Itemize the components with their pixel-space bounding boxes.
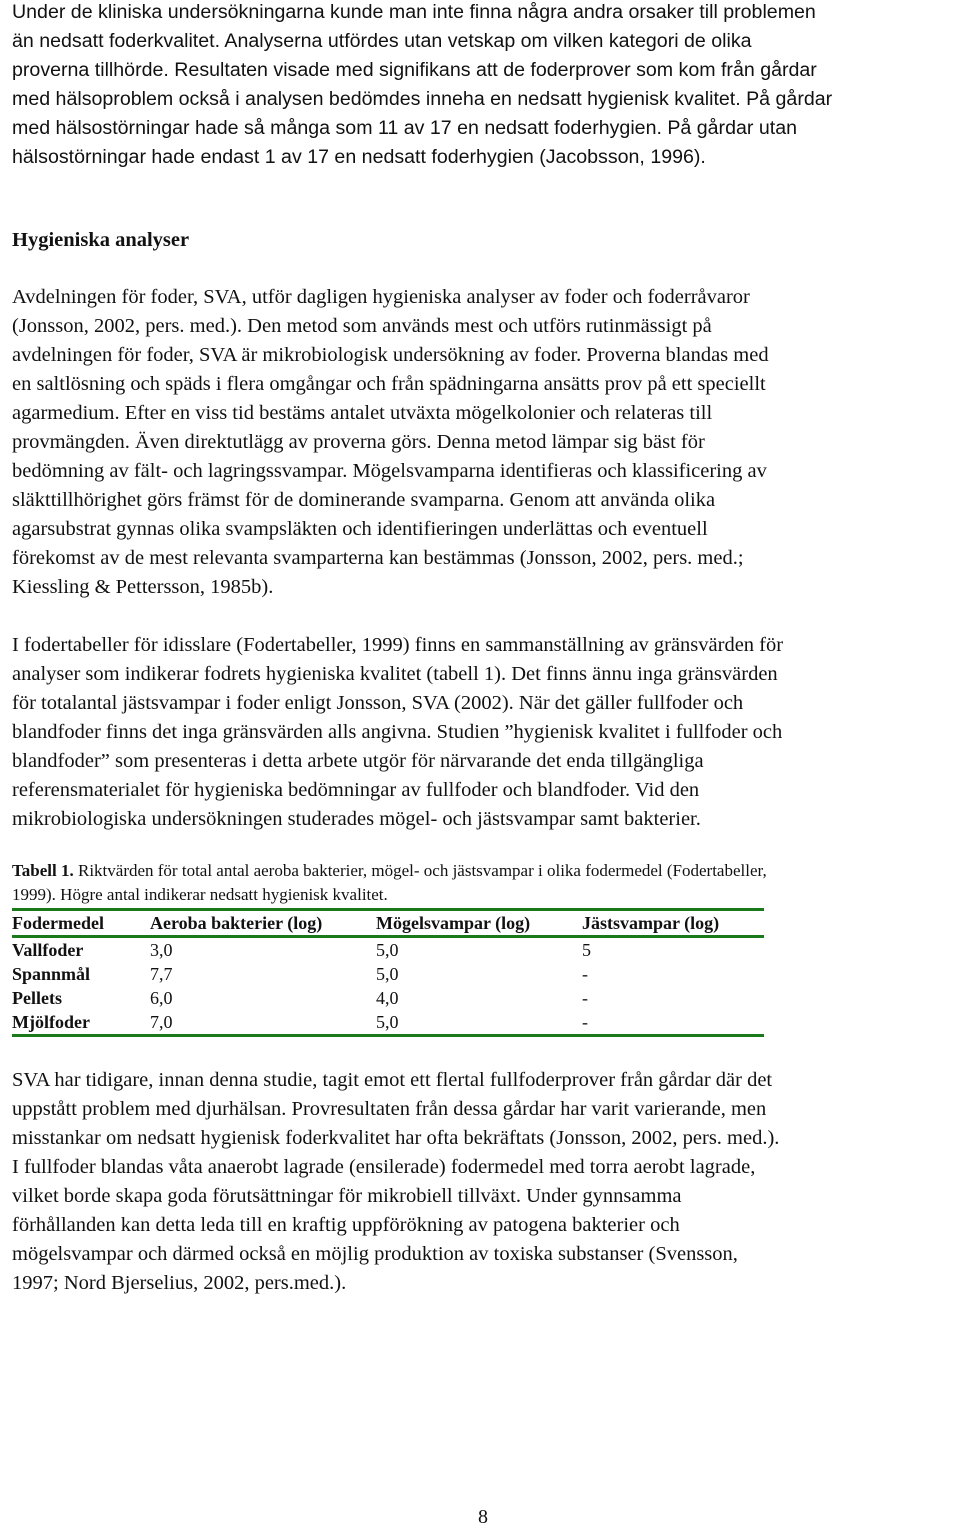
reference-values-table-body: [12, 938, 764, 1034]
text-line: med hälsostörningar hade så många som 11 av 17 en nedsatt foderhygien. På gårdar utan: [12, 117, 797, 139]
table-cell: 3,0: [150, 940, 173, 960]
caption-text: 1999). Högre antal indikerar nedsatt hygienisk kvalitet.: [12, 885, 388, 904]
table-cell: 5,0: [376, 1012, 399, 1032]
table-row: [12, 1010, 764, 1034]
text-line: förhållanden kan detta leda till en kraftig uppförökning av patogena bakterier och: [12, 1214, 680, 1236]
text-line: proverna tillhörde. Resultaten visade med signifikans att de foderprover som kom från gårdar: [12, 59, 817, 81]
text-line: bedömning av fält- och lagringssvampar. Mögelsvamparna identifieras och klassificering av: [12, 460, 767, 482]
table-cell: -: [582, 964, 588, 984]
text-line: I fullfoder blandas våta anaerobt lagrade (ensilerade) fodermedel med torra aerobt lagrade,: [12, 1156, 756, 1178]
text-line: än nedsatt foderkvalitet. Analyserna utfördes utan vetskap om vilken kategori de olika: [12, 30, 752, 52]
table-cell: Vallfoder: [12, 940, 84, 960]
table-cell: Mjölfoder: [12, 1012, 90, 1032]
text-line: vilket borde skapa goda förutsättningar för mikrobiell tillväxt. Under gynnsamma: [12, 1185, 682, 1207]
text-line: mögelsvampar och därmed också en möjlig produktion av toxiska substanser (Svensson,: [12, 1243, 738, 1265]
column-header: Mögelsvampar (log): [376, 913, 531, 933]
text-line: (Jonsson, 2002, pers. med.). Den metod som används mest och utförs rutinmässigt på: [12, 315, 712, 337]
text-line: agarmedium. Efter en viss tid bestäms antalet utväxta mögelkolonier och relateras till: [12, 402, 713, 424]
text-line: uppstått problem med djurhälsan. Provresultaten från dessa gårdar har varit varierande, men: [12, 1098, 767, 1120]
table-cell: 5,0: [376, 940, 399, 960]
table-cell: Spannmål: [12, 964, 91, 984]
text-line: blandfoder finns det inga gränsvärden alls angivna. Studien ”hygienisk kvalitet i fullfoder och: [12, 721, 783, 743]
caption-text: Riktvärden för total antal aeroba bakterier, mögel- och jästsvampar i olika fodermedel (Fodertabeller,: [73, 861, 767, 880]
table-row: [12, 938, 764, 962]
table-1: [12, 908, 764, 1037]
text-line: I fodertabeller för idisslare (Fodertabeller, 1999) finns en sammanställning av gränsvärden för: [12, 634, 784, 656]
body-paragraph-analyses: [12, 283, 952, 602]
table-cell: Pellets: [12, 988, 62, 1008]
table-cell: 5,0: [376, 964, 399, 984]
text-line: med hälsoproblem också i analysen bedömdes inneha en nedsatt hygienisk kvalitet. På gårdar: [12, 88, 833, 110]
table-cell: -: [582, 1012, 588, 1032]
column-header: Jästsvampar (log): [582, 913, 720, 933]
text-line: Avdelningen för foder, SVA, utför dagligen hygieniska analyser av foder och foderråvaror: [12, 286, 750, 308]
table-row: [12, 962, 764, 986]
table-header-row: [12, 911, 764, 935]
body-paragraph-fodertabeller: [12, 631, 952, 834]
body-paragraph-sva: [12, 1066, 952, 1298]
text-line: för totalantal jästsvampar i foder enligt Jonsson, SVA (2002). När det gäller fullfoder och: [12, 692, 744, 714]
reference-values-table: [12, 911, 764, 935]
text-line: släkttillhörighet görs främst för de dominerande svamparna. Genom att använda olika: [12, 489, 716, 511]
table-cell: -: [582, 988, 588, 1008]
text-line: Under de kliniska undersökningarna kunde man inte finna några andra orsaker till problemen: [12, 1, 816, 23]
text-line: provmängden. Även direktutlägg av proverna görs. Denna metod lämpar sig bäst för: [12, 431, 705, 453]
section-heading: Hygieniska analyser: [12, 229, 190, 251]
table-cell: 6,0: [150, 988, 173, 1008]
page-number: 8: [478, 1506, 488, 1528]
table-bottom-rule: [12, 1034, 764, 1037]
text-line: 1997; Nord Bjerselius, 2002, pers.med.).: [12, 1272, 347, 1294]
column-header: Aeroba bakterier (log): [150, 913, 323, 933]
text-line: blandfoder” som presenteras i detta arbete utgör för närvarande det enda tillgängliga: [12, 750, 704, 772]
table-cell: 5: [582, 940, 591, 960]
text-line: hälsostörningar hade endast 1 av 17 en nedsatt foderhygien (Jacobsson, 1996).: [12, 146, 706, 168]
text-line: Kiessling & Pettersson, 1985b).: [12, 576, 274, 598]
table-row: [12, 986, 764, 1010]
text-line: mikrobiologiska undersökningen studerades mögel- och jästsvampar samt bakterier.: [12, 808, 701, 830]
table-cell: 7,7: [150, 964, 173, 984]
caption-label: Tabell 1.: [12, 861, 74, 880]
table-cell: 4,0: [376, 988, 399, 1008]
table-cell: 7,0: [150, 1012, 173, 1032]
column-header: Fodermedel: [12, 913, 104, 933]
text-line: avdelningen för foder, SVA är mikrobiologisk undersökning av foder. Proverna blandas med: [12, 344, 769, 366]
text-line: SVA har tidigare, innan denna studie, tagit emot ett flertal fullfoderprover från gårdar där det: [12, 1069, 773, 1091]
text-line: referensmaterialet för hygieniska bedömningar av fullfoder och blandfoder. Vid den: [12, 779, 700, 801]
text-line: misstankar om nedsatt hygienisk foderkvalitet har ofta bekräftats (Jonsson, 2002, pers. med.).: [12, 1127, 780, 1149]
table-caption: [12, 859, 952, 907]
text-line: analyser som indikerar fodrets hygieniska kvalitet (tabell 1). Det finns ännu inga gränsvärden: [12, 663, 778, 685]
text-line: en saltlösning och späds i flera omgångar och från spädningarna ansätts prov på ett speciellt: [12, 373, 766, 395]
text-line: agarsubstrat gynnas olika svampsläkten och identifieringen underlättas och eventuell: [12, 518, 708, 540]
text-line: förekomst av de mest relevanta svamparterna kan bestämmas (Jonsson, 2002, pers. med.;: [12, 547, 744, 569]
intro-paragraph: [12, 0, 952, 172]
